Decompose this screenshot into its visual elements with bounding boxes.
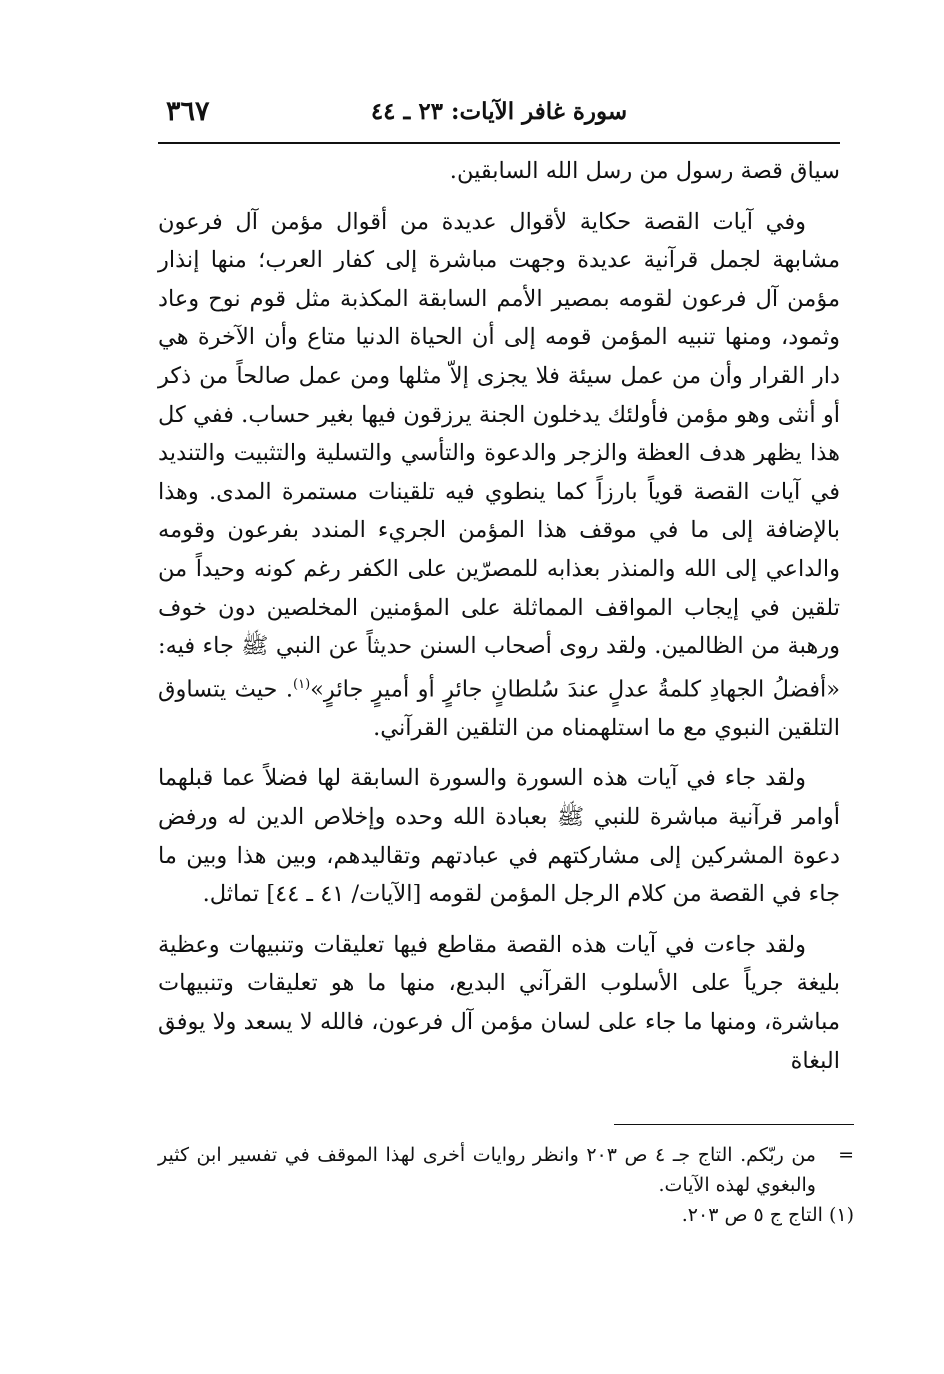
paragraph-3: ولقد جاء في آيات هذه السورة والسورة السابقة لها فضلاً عما قبلهما أوامر قرآنية مباشرة للنبي ﷺ بعبادة الله وحده وإخلاص الدين له ورفض دعوة المشركين إلى مشاركتهم في عبادتهم وتقاليدهم، وبين هذا وبين ما جاء في القصة من كلام الرجل المؤمن لقومه [الآيات/ ٤١ ـ ٤٤] تماثل.: [158, 765, 840, 908]
page-header: [158, 98, 840, 138]
header-rule: [158, 142, 840, 144]
footnote-continuation: [158, 1140, 854, 1200]
paragraph-2-tail: . حيث يتساوق التلقين النبوي مع ما استلهمناه من التلقين القرآني.: [158, 676, 840, 741]
continuation-mark: =: [838, 1144, 854, 1166]
paragraph-2: [158, 203, 840, 748]
footnote-1: (١) التاج ج ٥ ص ٢٠٣.: [681, 1204, 854, 1226]
paragraph-1: سياق قصة رسول من رسل الله السابقين.: [449, 158, 840, 184]
paragraph-2-text: وفي آيات القصة حكاية لأقوال عديدة من أقوال مؤمن آل فرعون مشابهة لجمل قرآنية عديدة وجهت مباشرة إلى كفار العرب؛ منها إنذار مؤمن آل فرعون لقومه بمصير الأمم السابقة المكذبة مثل قوم نوح وعاد وثمود، ومنها تنبيه المؤمن قومه إلى أن الحياة الدنيا متاع وأن الآخرة هي دار القرار وأن من عمل سيئة فلا يجزى إلاّ مثلها ومن عمل صالحاً من ذكر أو أنثى وهو مؤمن فأولئك يدخلون الجنة يرزقون فيها بغير حساب. ففي كل هذا يظهر هدف العظة والزجر والدعوة والتأسي والتسلية والتثبيت والتنديد في آيات القصة قوياً بارزاً كما ينطوي فيه تلقينات مستمرة المدى. وهذا بالإضافة إلى ما في موقف هذا المؤمن الجريء المندد بفرعون وقومه والداعي إلى الله والمنذر بعذابه للمصرّين على الكفر رغم كونه وحيداً من تلقين في إيجاب المواقف المماثلة على المؤمنين المخلصين دون خوف ورهبة من الظالمين. ولقد روى أصحاب السنن حديثاً عن النبي ﷺ جاء فيه: «أفضلُ الجهادِ كلمةُ عدلٍ عندَ سُلطانٍ جائرٍ أو أميرٍ جائرٍ»: [158, 208, 840, 703]
page-number: ٣٦٧: [166, 96, 210, 127]
paragraph-4: ولقد جاءت في آيات هذه القصة مقاطع فيها تعليقات وتنبيهات وعظية بليغة جرياً على الأسلوب القرآني البديع، منها ما هو تعليقات وتنبيهات مباشرة، ومنها ما جاء على لسان مؤمن آل فرعون، فالله لا يسعد ولا يوفق البغاة: [158, 931, 840, 1074]
running-title: سورة غافر الآيات: ٢٣ ـ ٤٤: [370, 98, 628, 125]
footnote-rule: [614, 1124, 854, 1125]
body-text: [158, 152, 840, 1092]
footnote-continuation-text: من ربّكم. التاج جـ ٤ ص ٢٠٣ وانظر روايات أخرى لهذا الموقف في تفسير ابن كثير والبغوي لهذه الآيات.: [158, 1144, 816, 1196]
footnote-reference: (١): [293, 676, 311, 692]
footnotes: [158, 1140, 854, 1230]
